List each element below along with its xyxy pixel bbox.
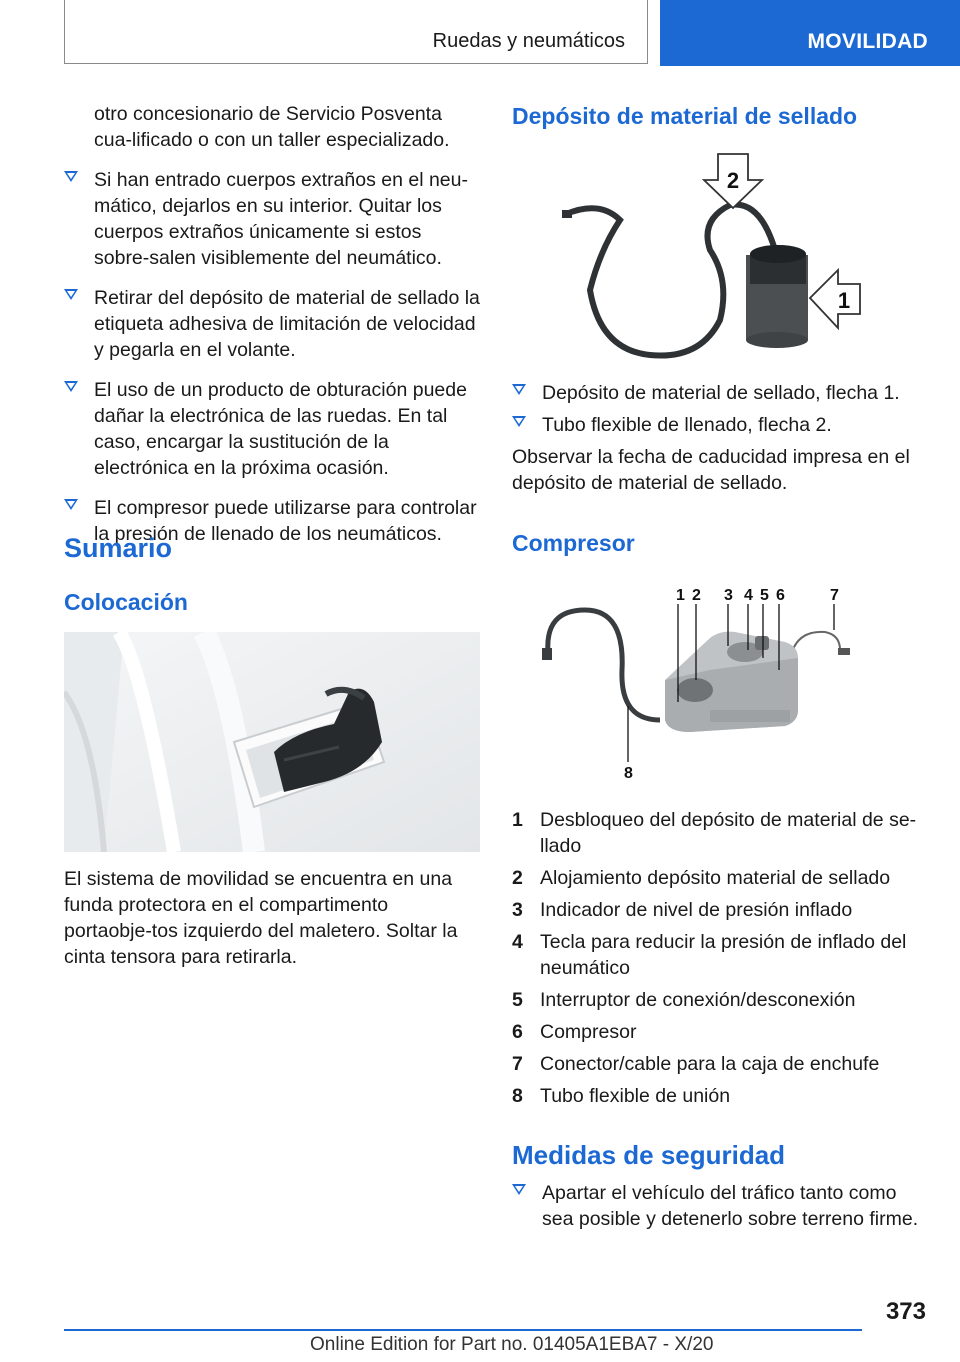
legend-number: 6	[512, 1021, 523, 1043]
list-item	[64, 377, 482, 481]
header-frame	[64, 0, 648, 64]
deposito-list	[512, 380, 932, 496]
legend-text: Tecla para reducir la presión de inflado del neumático	[540, 931, 907, 979]
callout-3: 3	[724, 587, 733, 604]
medidas-list	[512, 1180, 932, 1246]
legend-text: Conector/cable para la caja de enchufe	[540, 1053, 880, 1075]
heading-medidas	[512, 1140, 785, 1171]
callout-8: 8	[624, 765, 633, 782]
callout-4: 4	[744, 587, 753, 604]
heading-sumario-text: Sumario	[64, 533, 173, 563]
deposito-note: Observar la fecha de caducidad impresa en el depósito de material de sellado.	[512, 446, 910, 494]
heading-colocacion-text: Colocación	[64, 589, 188, 615]
list-item-text: Apartar el vehículo del tráfico tanto como sea posible y detenerlo sobre terreno firme.	[542, 1182, 919, 1230]
legend-number: 4	[512, 931, 523, 953]
figure1-label-2: 2	[726, 168, 740, 193]
legend-number: 5	[512, 989, 523, 1011]
bullet-triangle-icon	[512, 1184, 526, 1195]
legend-item	[512, 929, 932, 981]
edition-text: Online Edition for Part no. 01405A1EBA7 - X/20	[310, 1334, 714, 1355]
legend-item	[512, 987, 932, 1013]
callout-2: 2	[692, 587, 701, 604]
bullet-triangle-icon	[512, 384, 526, 395]
heading-sumario	[64, 533, 172, 564]
list-item-text: El compresor puede utilizarse para controlar la presión de llenado de los neumáticos.	[94, 497, 477, 545]
chapter-tab	[660, 0, 960, 66]
bullet-triangle-icon	[64, 499, 78, 510]
trunk-compartment-photo	[64, 632, 480, 852]
list-item-text: Si han entrado cuerpos extraños en el neu-mático, dejarlos en su interior. Quitar los cuerpos extraños únicamente si estos sobre-salen visiblemente del neumático.	[94, 169, 468, 269]
bullet-triangle-icon	[64, 381, 78, 392]
legend-item	[512, 865, 932, 891]
callout-5: 5	[760, 587, 769, 604]
chapter-tab-label: MOVILIDAD	[807, 30, 928, 53]
bullet-triangle-icon	[64, 289, 78, 300]
heading-compresor	[512, 530, 635, 557]
colocacion-text: El sistema de movilidad se encuentra en una funda protectora en el compartimento portaobje-tos izquierdo del maletero. Soltar la cinta tensora para retirarla.	[64, 868, 458, 968]
list-item	[512, 412, 932, 438]
intro-continuation: otro concesionario de Servicio Posventa cua-lificado o con un taller especializado.	[94, 103, 450, 151]
legend-text: Indicador de nivel de presión inflado	[540, 899, 853, 921]
sealant-container-figure	[560, 150, 870, 365]
list-item	[512, 380, 932, 406]
legend-text: Compresor	[540, 1021, 637, 1043]
legend-item	[512, 1019, 932, 1045]
left-column	[64, 101, 482, 561]
compressor-figure	[540, 580, 860, 785]
legend-text: Interruptor de conexión/desconexión	[540, 989, 856, 1011]
list-item-text: El uso de un producto de obturación puede dañar la electrónica de las ruedas. En tal caso, encargar la sustitución de la electrónica en la próxima ocasión.	[94, 379, 467, 479]
list-item	[64, 167, 482, 271]
compresor-legend	[512, 807, 932, 1115]
legend-number: 2	[512, 867, 523, 889]
legend-text: Desbloqueo del depósito de material de se-llado	[540, 809, 917, 857]
legend-item	[512, 1051, 932, 1077]
heading-medidas-text: Medidas de seguridad	[512, 1140, 786, 1170]
list-item-text: Depósito de material de sellado, flecha 1.	[542, 382, 900, 404]
legend-item	[512, 897, 932, 923]
list-item	[64, 285, 482, 363]
figure1-label-1: 1	[837, 288, 851, 313]
legend-text: Tubo flexible de unión	[540, 1085, 731, 1107]
legend-item	[512, 1083, 932, 1109]
bullet-triangle-icon	[64, 171, 78, 182]
footer-divider	[64, 1329, 862, 1331]
legend-number: 1	[512, 809, 523, 831]
bullet-triangle-icon	[512, 416, 526, 427]
legend-number: 3	[512, 899, 523, 921]
legend-number: 7	[512, 1053, 523, 1075]
list-item-text: Tubo flexible de llenado, flecha 2.	[542, 414, 832, 436]
callout-7: 7	[830, 587, 839, 604]
colocacion-paragraph	[64, 866, 480, 970]
callout-6: 6	[776, 587, 785, 604]
section-title: Ruedas y neumáticos	[432, 30, 625, 52]
list-item	[512, 1180, 932, 1232]
list-item-text: Retirar del depósito de material de sellado la etiqueta adhesiva de limitación de velocidad y pegarla en el volante.	[94, 287, 480, 361]
heading-deposito-text: Depósito de material de sellado	[512, 103, 858, 129]
legend-item	[512, 807, 932, 859]
callout-1: 1	[676, 587, 685, 604]
legend-number: 8	[512, 1085, 523, 1107]
heading-colocacion	[64, 589, 188, 616]
legend-text: Alojamiento depósito material de sellado	[540, 867, 891, 889]
heading-deposito	[512, 103, 857, 130]
heading-compresor-text: Compresor	[512, 530, 635, 556]
page-number: 373	[885, 1298, 926, 1325]
